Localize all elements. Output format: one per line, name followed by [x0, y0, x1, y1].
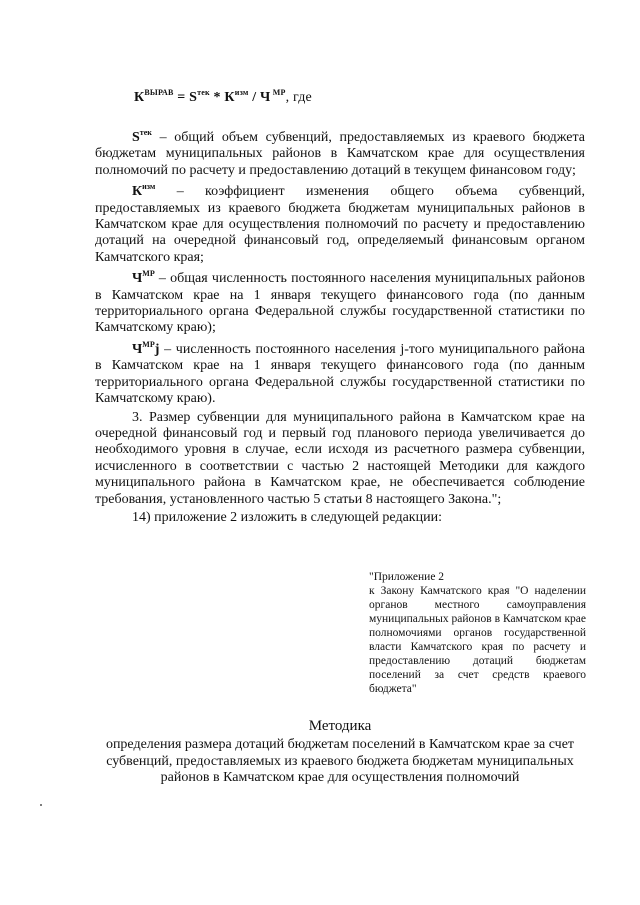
formula-s-symbol: S	[189, 90, 198, 105]
formula-divide: /	[248, 90, 261, 105]
methodology-subtitle: определения размера дотаций бюджетам поселений в Камчатском крае за счет субвенций, предоставляемых из краевого бюджета бюджетам муниципальных районов в Камчатском крае для осуществления полномочий	[105, 737, 575, 786]
definition-symbol	[132, 184, 155, 199]
symbol-superscript: МР	[142, 269, 155, 279]
formula-k-symbol: К	[134, 90, 145, 105]
formula-k2-superscript: изм	[234, 88, 249, 97]
definition-symbol	[132, 339, 160, 357]
definition-ch-mr	[95, 266, 585, 337]
formula-multiply: *	[209, 90, 225, 105]
symbol-base: S	[132, 130, 140, 145]
definition-ch-mr-j	[95, 337, 585, 408]
formula-k2-symbol: К	[224, 90, 235, 105]
paragraph-3: 3. Размер субвенции для муниципального района в Камчатском крае на очередной финансовый год и первый год планового периода увеличивается до необходимого уровня в случае, если исходя из расчетного размера субвенции, исчисленного в соответствии с частью 2 настоящей Методики для каждого муниципального района в Камчатском крае, не обеспечивается соблюдение требования, установленного частью 5 статьи 8 настоящего Закона.";	[95, 409, 585, 507]
appendix-title: "Приложение 2	[369, 571, 445, 583]
formula-equals: =	[173, 90, 190, 105]
definition-text: – численность постоянного населения j-того муниципального района в Камчатском крае на 1 января текущего финансового года (по данным территориального органа Федеральной службы государственной статистики по Камчатскому краю).	[95, 341, 585, 407]
symbol-superscript: МР	[142, 339, 155, 349]
symbol-subscript: j	[154, 341, 160, 357]
formula-k-superscript: ВЫРАВ	[144, 88, 174, 97]
paragraph-14: 14) приложение 2 изложить в следующей редакции:	[132, 509, 442, 525]
appendix-text: к Закону Камчатского края "О наделении органов местного самоуправления муниципальных районов в Камчатском крае полномочиями органов государственной власти Камчатского края по расчету и предоставлению дотаций бюджетам поселений за счет средств краевого бюджета"	[369, 585, 586, 695]
definition-text: – коэффициент изменения общего объема субвенций, предоставляемых из краевого бюджета бюджетам муниципальных районов в Камчатском крае для осуществления полномочий по расчету и предоставлению дотаций на очередной финансовый год, определяемый финансовым органом Камчатского края;	[95, 184, 585, 265]
definition-s-tek	[95, 125, 585, 179]
definition-text: – общая численность постоянного населения муниципальных районов в Камчатском крае на 1 января текущего финансового года (по данным территориального органа Федеральной службы государственной статистики по Камчатскому краю);	[95, 271, 585, 336]
symbol-base: К	[132, 184, 143, 200]
appendix-header-block	[369, 570, 586, 696]
formula-s-superscript: тек	[197, 88, 210, 97]
formula-tail: , где	[285, 90, 312, 105]
methodology-title-block	[95, 718, 585, 787]
symbol-superscript: изм	[142, 182, 156, 192]
methodology-heading: Методика	[308, 718, 372, 734]
symbol-base: Ч	[132, 341, 143, 357]
definition-symbol	[132, 271, 155, 286]
scan-dot	[40, 804, 42, 806]
formula-ch-superscript: МР	[270, 88, 286, 97]
definition-k-izm	[95, 179, 585, 266]
formula-ch-symbol: Ч	[260, 90, 271, 105]
symbol-superscript: тек	[139, 128, 152, 137]
body-text	[95, 125, 585, 526]
alignment-coefficient-formula	[134, 88, 312, 106]
definition-symbol	[132, 130, 152, 145]
definition-text: – общий объем субвенций, предоставляемых из краевого бюджета бюджетам муниципальных районов в Камчатском крае для осуществления полномочий по расчету и предоставлению дотаций в текущем финансовом году;	[95, 130, 585, 178]
symbol-base: Ч	[132, 271, 143, 287]
